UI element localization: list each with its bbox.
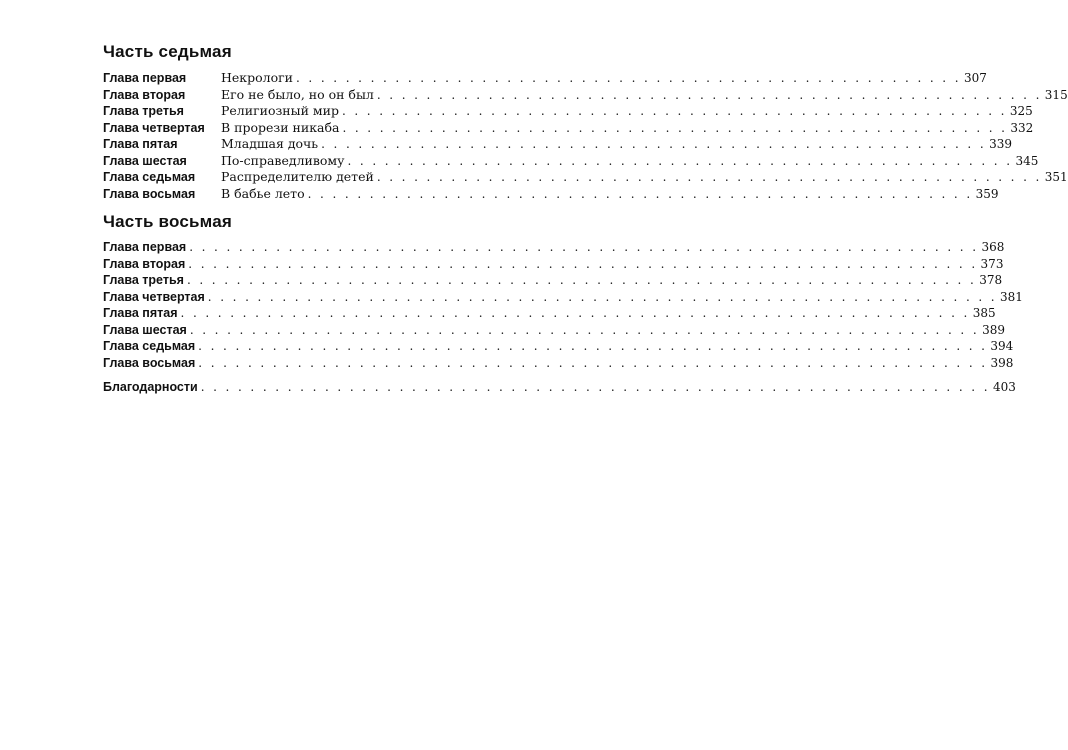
chapter-label: Глава третья <box>103 104 184 118</box>
dot-leader: . . . . . . . . . . . . . . . . . . . . . . . . . . . . . . . . . . . . . . . . . . . . . . . . . . . . . . <box>296 71 961 85</box>
dot-leader: . . . . . . . . . . . . . . . . . . . . . . . . . . . . . . . . . . . . . . . . . . . . . . . . . . . . . . <box>342 120 1008 135</box>
chapter-title: В бабье лето <box>221 185 305 201</box>
toc-entry <box>103 273 1003 290</box>
chapter-title: Его не было, но он был <box>221 86 374 102</box>
toc-entry <box>103 355 1014 373</box>
part-seven-heading: Часть седьмая <box>103 42 232 61</box>
chapter-label: Глава первая <box>103 240 187 254</box>
chapter-label: Глава пятая <box>103 306 178 320</box>
chapter-title: По-справедливому <box>221 152 345 168</box>
page-number: 385 <box>972 306 996 320</box>
page-number: 403 <box>992 380 1016 394</box>
part-eight-heading: Часть восьмая <box>103 212 232 231</box>
dot-leader: . . . . . . . . . . . . . . . . . . . . . . . . . . . . . . . . . . . . . . . . . . . . . . . . . . . . . . <box>341 104 1007 118</box>
dot-leader: . . . . . . . . . . . . . . . . . . . . . . . . . . . . . . . . . . . . . . . . . . . . . . . . . . . . . . . . . . . . . . . . <box>198 355 988 370</box>
chapter-label: Глава третья <box>103 273 184 287</box>
chapter-title: Распределителю детей <box>221 169 374 184</box>
dot-leader: . . . . . . . . . . . . . . . . . . . . . . . . . . . . . . . . . . . . . . . . . . . . . . . . . . . . . . . . . . . . . . . . <box>186 273 977 287</box>
chapter-label: Глава первая <box>103 71 187 85</box>
chapter-label: Глава четвертая <box>103 289 205 304</box>
page-number: 339 <box>989 137 1012 151</box>
page-number: 398 <box>990 355 1014 370</box>
dot-leader: . . . . . . . . . . . . . . . . . . . . . . . . . . . . . . . . . . . . . . . . . . . . . . . . . . . . . . <box>376 170 1042 184</box>
chapter-title: В прорези никаба <box>221 119 340 135</box>
chapter-label: Глава восьмая <box>103 186 196 201</box>
page-number: 345 <box>1015 153 1039 168</box>
dot-leader: . . . . . . . . . . . . . . . . . . . . . . . . . . . . . . . . . . . . . . . . . . . . . . . . . . . . . . . . . . . . . . . . <box>207 289 998 304</box>
page-number: 394 <box>990 339 1014 353</box>
page-number: 389 <box>982 322 1005 337</box>
toc-entry <box>103 339 1014 356</box>
chapter-label: Глава вторая <box>103 87 186 102</box>
chapter-title: Некрологи <box>221 70 293 85</box>
chapter-label: Глава восьмая <box>103 355 196 370</box>
chapter-label: Глава четвертая <box>103 120 205 135</box>
toc-entry <box>103 70 987 87</box>
toc-entry <box>103 152 1039 170</box>
page-number: 307 <box>963 71 987 85</box>
page-number: 325 <box>1009 104 1033 118</box>
toc-entry <box>103 256 1004 274</box>
chapter-label: Глава шестая <box>103 322 187 337</box>
acknowledgements-entry <box>103 380 1016 397</box>
chapter-label: Глава шестая <box>103 153 187 168</box>
dot-leader: . . . . . . . . . . . . . . . . . . . . . . . . . . . . . . . . . . . . . . . . . . . . . . . . . . . . . . . . . . . . . . . . <box>198 339 988 353</box>
toc-entry <box>103 86 1068 104</box>
page-number: 359 <box>975 186 999 201</box>
dot-leader: . . . . . . . . . . . . . . . . . . . . . . . . . . . . . . . . . . . . . . . . . . . . . . . . . . . . . . . . . . . . . . . . <box>189 240 979 254</box>
toc-entry <box>103 289 1023 307</box>
part-seven-toc-list <box>103 70 1068 202</box>
toc-entry <box>103 169 1068 186</box>
dot-leader: . . . . . . . . . . . . . . . . . . . . . . . . . . . . . . . . . . . . . . . . . . . . . . . . . . . . . . . . . . . . . . . . <box>200 380 990 394</box>
toc-entry <box>103 322 1005 340</box>
dot-leader: . . . . . . . . . . . . . . . . . . . . . . . . . . . . . . . . . . . . . . . . . . . . . . . . . . . . . . <box>347 153 1013 168</box>
dot-leader: . . . . . . . . . . . . . . . . . . . . . . . . . . . . . . . . . . . . . . . . . . . . . . . . . . . . . . . . . . . . . . . . <box>188 256 978 271</box>
dot-leader: . . . . . . . . . . . . . . . . . . . . . . . . . . . . . . . . . . . . . . . . . . . . . . . . . . . . . . <box>307 186 973 201</box>
page-number: 332 <box>1010 120 1034 135</box>
toc-entry <box>103 306 996 323</box>
page-number: 315 <box>1044 87 1068 102</box>
page-number: 373 <box>980 256 1004 271</box>
chapter-title: Младшая дочь <box>221 136 319 151</box>
chapter-label: Глава седьмая <box>103 170 196 184</box>
part-eight-toc-list <box>103 240 1023 372</box>
dot-leader: . . . . . . . . . . . . . . . . . . . . . . . . . . . . . . . . . . . . . . . . . . . . . . . . . . . . . . <box>321 137 987 151</box>
toc-entry <box>103 380 1016 397</box>
chapter-label: Глава пятая <box>103 137 178 151</box>
toc-entry <box>103 136 1012 153</box>
dot-leader: . . . . . . . . . . . . . . . . . . . . . . . . . . . . . . . . . . . . . . . . . . . . . . . . . . . . . . <box>376 87 1042 102</box>
page-number: 381 <box>1000 289 1023 304</box>
chapter-label: Глава вторая <box>103 256 186 271</box>
toc-entry <box>103 119 1034 137</box>
chapter-title: Религиозный мир <box>221 103 339 118</box>
dot-leader: . . . . . . . . . . . . . . . . . . . . . . . . . . . . . . . . . . . . . . . . . . . . . . . . . . . . . . . . . . . . . . . . <box>180 306 970 320</box>
toc-entry <box>103 103 1033 120</box>
page-number: 368 <box>981 240 1005 254</box>
acknowledgements-label: Благодарности <box>103 380 198 394</box>
toc-entry <box>103 185 999 203</box>
chapter-label: Глава седьмая <box>103 339 196 353</box>
page-number: 378 <box>979 273 1003 287</box>
dot-leader: . . . . . . . . . . . . . . . . . . . . . . . . . . . . . . . . . . . . . . . . . . . . . . . . . . . . . . . . . . . . . . . . <box>189 322 980 337</box>
toc-entry <box>103 240 1005 257</box>
page-number: 351 <box>1044 170 1068 184</box>
